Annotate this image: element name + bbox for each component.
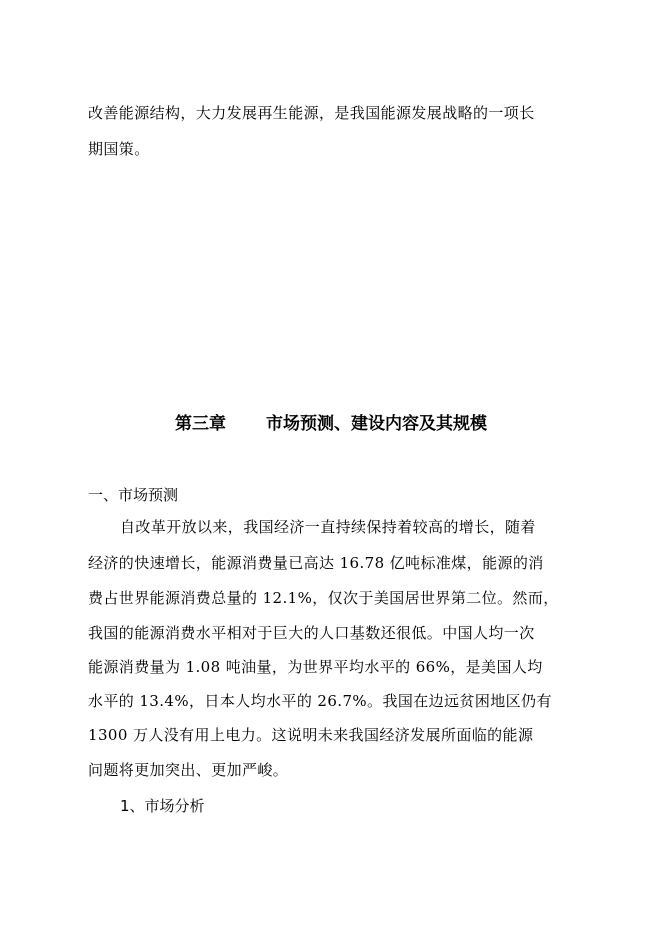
paragraph-line: 经济的快速增长，能源消费量已高达 16.78 亿吨标准煤，能源的消 [88,554,544,572]
intro-line-1: 改善能源结构，大力发展再生能源，是我国能源发展战略的一项长 [88,104,535,122]
chapter-title [0,412,662,436]
section-heading: 一、市场预测 [88,486,179,504]
subsection-heading: 1、市场分析 [120,797,205,815]
paragraph-line: 1300 万人没有用上电力。这说明未来我国经济发展所面临的能源 [88,726,534,744]
paragraph-line: 问题将更加突出、更加严峻。 [88,761,289,779]
intro-line-2: 期国策。 [88,140,150,158]
chapter-heading: 市场预测、建设内容及其规模 [266,414,487,434]
paragraph-line: 能源消费量为 1.08 吨油量，为世界平均水平的 66%，是美国人均 [88,658,543,676]
paragraph-line: 水平的 13.4%，日本人均水平的 26.7%。我国在边远贫困地区仍有 [88,692,552,710]
chapter-number: 第三章 [175,414,226,434]
paragraph-line: 费占世界能源消费总量的 12.1%，仅次于美国居世界第二位。然而， [88,589,559,607]
paragraph-line: 我国的能源消费水平相对于巨大的人口基数还很低。中国人均一次 [88,624,535,642]
paragraph-line: 自改革开放以来，我国经济一直持续保持着较高的增长，随着 [120,518,536,536]
